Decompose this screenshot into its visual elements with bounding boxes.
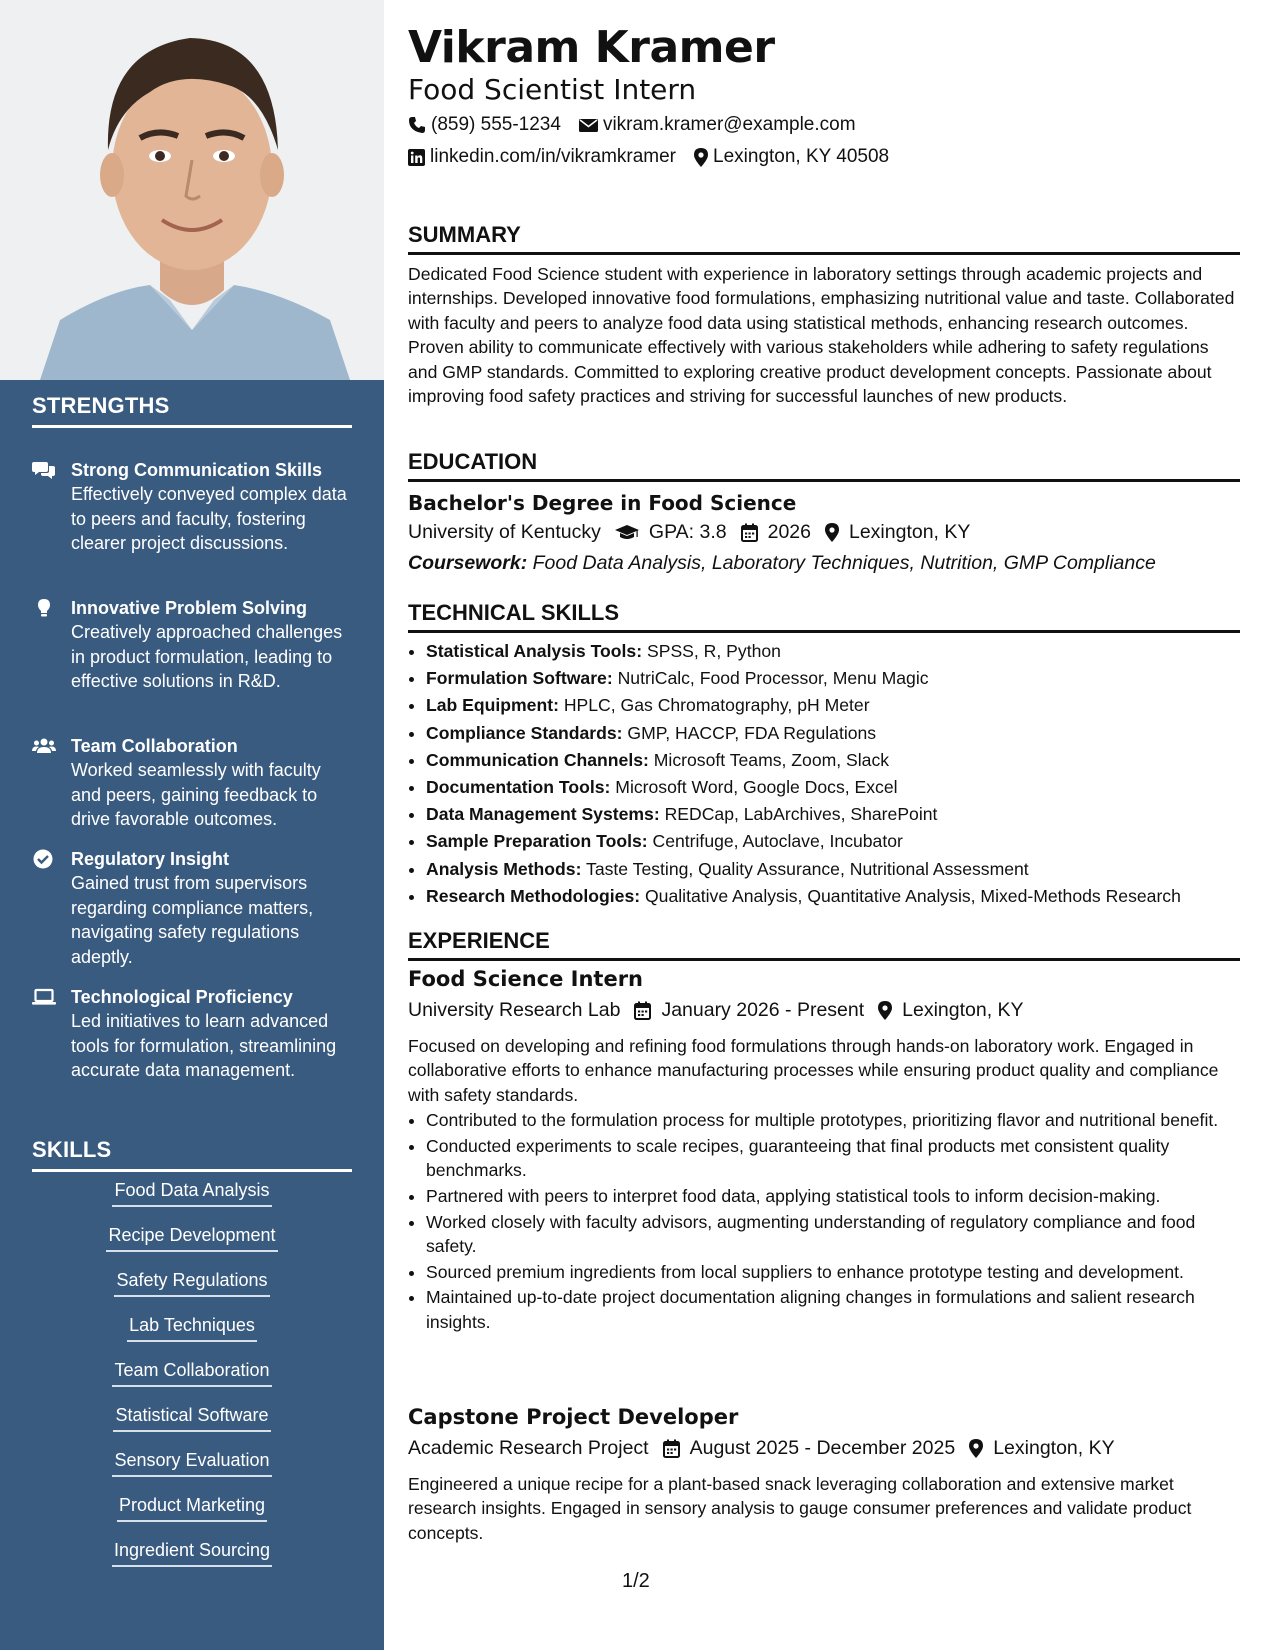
summary-text: Dedicated Food Science student with experience in laboratory settings through academic projects and internships. Developed innovative food formulations, emphasizing nutritional value and taste. Collaborated with faculty and peers to analyze food data using statistical methods, enhancing research outcomes. Proven ability to communicate effectively with various stakeholders while adhering to safety regulations and GMP standards. Committed to exploring creative product development concepts. Passionate about improving food safety practices and striving for successful launches of new products. <box>408 264 1235 407</box>
phone-icon <box>408 116 426 134</box>
strengths-heading: STRENGTHS <box>32 393 352 428</box>
coursework-text: Food Data Analysis, Laboratory Techniques, Nutrition, GMP Compliance <box>532 552 1156 574</box>
strengths-list <box>32 458 352 1123</box>
linkedin-text: linkedin.com/in/vikramkramer <box>430 146 677 167</box>
map-marker-icon <box>969 1439 983 1458</box>
job-organization: University Research Lab <box>408 999 621 1021</box>
users-icon <box>32 736 56 756</box>
check-circle-icon <box>32 849 56 869</box>
strength-item <box>32 596 352 721</box>
strength-description: Led initiatives to learn advanced tools for formulation, streamlining accurate data management. <box>71 1011 337 1080</box>
tech-skill-item: • Lab Equipment: HPLC, Gas Chromatography, pH Meter <box>426 692 1240 719</box>
skills-list <box>32 1178 352 1583</box>
graduation-year: 2026 <box>741 521 811 544</box>
job-bullets <box>426 1108 1240 1335</box>
tech-skill-item: • Analysis Methods: Taste Testing, Quality Assurance, Nutritional Assessment <box>426 856 1240 883</box>
comments-icon <box>32 460 56 480</box>
job-location: Lexington, KY <box>878 999 1023 1022</box>
tech-skill-item: • Formulation Software: NutriCalc, Food Processor, Menu Magic <box>426 665 1240 692</box>
contact-row-1 <box>408 114 874 136</box>
linkedin-icon <box>408 149 425 166</box>
strength-title: Strong Communication Skills <box>71 460 323 480</box>
map-marker-icon <box>825 523 839 542</box>
email-contact[interactable] <box>579 114 856 136</box>
strength-description: Creatively approached challenges in product formulation, leading to effective solutions in R&D. <box>71 622 343 691</box>
map-marker-icon <box>694 148 708 167</box>
calendar-icon <box>634 1001 651 1020</box>
skill-item: Ingredient Sourcing <box>112 1538 272 1567</box>
education-heading: EDUCATION <box>408 449 1240 482</box>
laptop-icon <box>32 987 56 1007</box>
map-marker-icon <box>878 1001 892 1020</box>
skill-item: Food Data Analysis <box>112 1178 271 1207</box>
coursework-label: Coursework: <box>408 552 528 574</box>
strength-item <box>32 847 352 972</box>
skill-item: Safety Regulations <box>114 1268 269 1297</box>
job-summary: Engineered a unique recipe for a plant-based snack leveraging collaboration and extensive market research insights. Engaged in sensory analysis to gauge consumer preferences and validate product concepts. <box>408 1474 1192 1543</box>
job-bullet: • Maintained up-to-date project documentation aligning changes in formulations and salient research insights. <box>426 1285 1240 1333</box>
tech-skill-item: • Research Methodologies: Qualitative Analysis, Quantitative Analysis, Mixed-Methods Research <box>426 883 1240 910</box>
calendar-icon <box>663 1439 680 1458</box>
strength-title: Innovative Problem Solving <box>71 598 308 618</box>
skill-item: Recipe Development <box>106 1223 277 1252</box>
gpa: GPA: 3.8 <box>615 521 727 544</box>
tech-skill-item: • Data Management Systems: REDCap, LabArchives, SharePoint <box>426 801 1240 828</box>
job-bullet: • Worked closely with faculty advisors, augmenting understanding of regulatory compliance and food safety. <box>426 1210 1240 1258</box>
contact-row-2 <box>408 146 907 168</box>
strength-title: Regulatory Insight <box>71 849 230 869</box>
job-meta <box>408 1437 1129 1460</box>
job-dates: August 2025 - December 2025 <box>663 1437 956 1460</box>
strength-item <box>32 985 352 1110</box>
candidate-title: Food Scientist Intern <box>408 73 697 106</box>
strength-title: Technological Proficiency <box>71 987 293 1007</box>
tech-skill-item: • Statistical Analysis Tools: SPSS, R, Python <box>426 638 1240 665</box>
location-text: Lexington, KY 40508 <box>713 146 890 167</box>
tech-skill-item: • Communication Channels: Microsoft Teams, Zoom, Slack <box>426 747 1240 774</box>
linkedin-contact[interactable] <box>408 146 676 168</box>
job-meta <box>408 999 1038 1022</box>
skill-item: Statistical Software <box>113 1403 270 1432</box>
job-organization: Academic Research Project <box>408 1437 649 1459</box>
envelope-icon <box>579 118 598 133</box>
strength-item <box>32 458 352 583</box>
tech-skill-item: • Compliance Standards: GMP, HACCP, FDA Regulations <box>426 720 1240 747</box>
job-bullet: • Partnered with peers to interpret food data, applying statistical tools to inform decision-making. <box>426 1184 1240 1208</box>
email-text: vikram.kramer@example.com <box>602 114 856 135</box>
education-meta <box>408 521 984 544</box>
technical-skills-list <box>426 638 1240 910</box>
calendar-icon <box>741 523 758 542</box>
tech-skill-item: • Sample Preparation Tools: Centrifuge, Autoclave, Incubator <box>426 828 1240 855</box>
graduation-cap-icon <box>615 524 639 542</box>
phone-text: (859) 555-1234 <box>431 114 561 135</box>
job-location: Lexington, KY <box>969 1437 1114 1460</box>
skill-item: Lab Techniques <box>127 1313 257 1342</box>
skills-heading: SKILLS <box>32 1137 352 1172</box>
strength-description: Gained trust from supervisors regarding compliance matters, navigating safety regulations adeptly. <box>71 873 314 967</box>
technical-skills-heading: TECHNICAL SKILLS <box>408 600 1240 633</box>
job-bullet: • Sourced premium ingredients from local suppliers to enhance prototype testing and development. <box>426 1260 1240 1284</box>
skill-item: Sensory Evaluation <box>112 1448 271 1477</box>
job-bullet: • Contributed to the formulation process for multiple prototypes, prioritizing flavor and nutritional benefit. <box>426 1108 1240 1132</box>
education-location: Lexington, KY <box>825 521 970 544</box>
tech-skill-item: • Documentation Tools: Microsoft Word, Google Docs, Excel <box>426 774 1240 801</box>
summary-heading: SUMMARY <box>408 222 1240 255</box>
skill-item: Product Marketing <box>117 1493 267 1522</box>
skill-item: Team Collaboration <box>112 1358 271 1387</box>
phone-contact[interactable] <box>408 114 561 136</box>
school-name: University of Kentucky <box>408 521 601 543</box>
strength-description: Worked seamlessly with faculty and peers, gaining feedback to drive favorable outcomes. <box>71 760 321 829</box>
strength-title: Team Collaboration <box>71 736 238 756</box>
experience-heading: EXPERIENCE <box>408 928 1240 961</box>
job-bullet: • Conducted experiments to scale recipes, guaranteeing that final products met consistent quality benchmarks. <box>426 1134 1240 1182</box>
page-number: 1/2 <box>622 1570 650 1592</box>
candidate-name: Vikram Kramer <box>408 22 775 73</box>
lightbulb-icon <box>32 598 56 618</box>
strength-item <box>32 734 352 834</box>
job-title: Food Science Intern <box>408 967 644 991</box>
sidebar <box>0 0 384 1650</box>
location-contact <box>694 146 889 168</box>
strength-description: Effectively conveyed complex data to peers and faculty, fostering clearer project discussions. <box>71 484 347 553</box>
coursework <box>408 552 1156 575</box>
job-summary: Focused on developing and refining food formulations through hands-on laboratory work. Engaged in collaborative efforts to enhance manufacturing processes while ensuring product quality and compliance with safety standards. <box>408 1036 1219 1105</box>
profile-photo <box>0 0 384 380</box>
degree-title: Bachelor's Degree in Food Science <box>408 491 797 515</box>
job-dates: January 2026 - Present <box>634 999 864 1022</box>
job-title: Capstone Project Developer <box>408 1405 739 1429</box>
